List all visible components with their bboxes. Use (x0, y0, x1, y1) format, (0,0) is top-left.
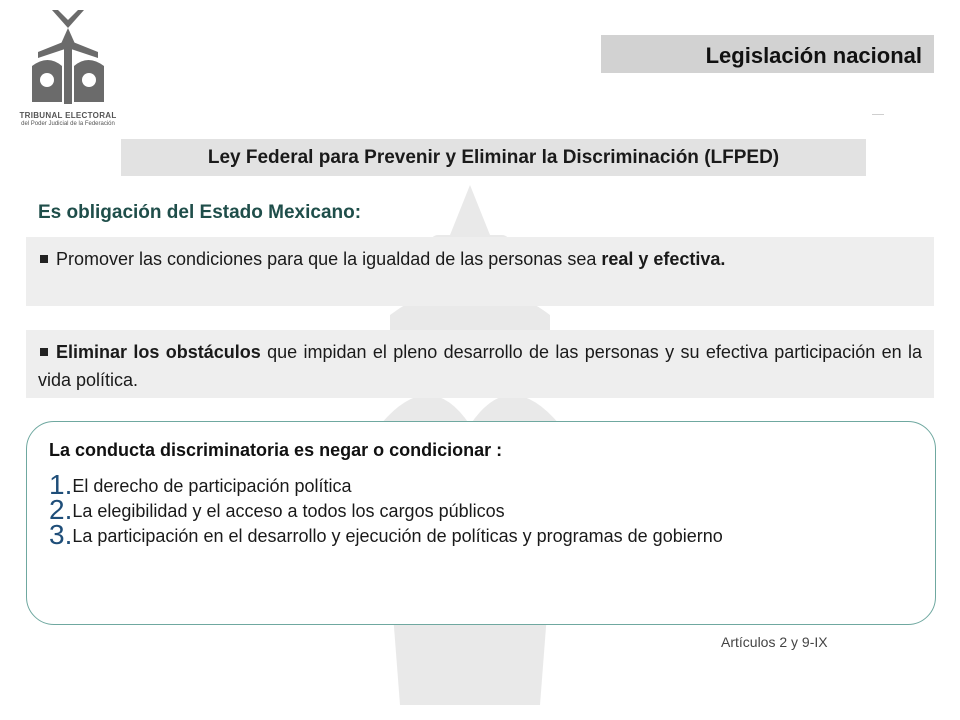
list-item (49, 469, 913, 500)
logo-subtitle: del Poder Judicial de la Federación (21, 121, 115, 127)
obligation-item (26, 237, 934, 306)
discriminatory-conduct-box (26, 421, 936, 625)
section-title: Legislación nacional (601, 35, 934, 73)
tribunal-electoral-logo (18, 6, 118, 136)
square-bullet-icon (40, 348, 48, 356)
scales-emblem-icon (18, 6, 118, 110)
logo-title: TRIBUNAL ELECTORAL (19, 111, 117, 120)
obligation-emphasis: real y efectiva. (601, 249, 726, 269)
list-item (49, 519, 913, 550)
obligation-heading: Es obligación del Estado Mexicano: (38, 202, 362, 223)
citation: Artículos 2 y 9-IX (721, 634, 828, 650)
list-item-text: La participación en el desarrollo y ejecución de políticas y programas de gobierno (72, 526, 723, 546)
conduct-heading: La conducta discriminatoria es negar o condicionar : (49, 440, 503, 460)
obligation-text: Promover las condiciones para que la igualdad de las personas sea (56, 249, 602, 269)
list-item-text: La elegibilidad y el acceso a todos los cargos públicos (72, 501, 505, 521)
list-number: 3. (49, 519, 73, 550)
list-number: 2. (49, 494, 73, 525)
divider (872, 114, 884, 115)
law-title: Ley Federal para Prevenir y Eliminar la Discriminación (LFPED) (121, 139, 866, 176)
list-item (49, 494, 913, 525)
obligation-text-end: que impidan el pleno desarrollo de las personas y su efectiva participación en la vida política. (38, 342, 922, 390)
obligation-item (26, 330, 934, 398)
conduct-list (49, 469, 913, 550)
list-item-text: El derecho de participación política (72, 476, 352, 496)
obligation-emphasis: Eliminar los obstáculos (56, 342, 261, 362)
square-bullet-icon (40, 255, 48, 263)
list-number: 1. (49, 469, 73, 500)
